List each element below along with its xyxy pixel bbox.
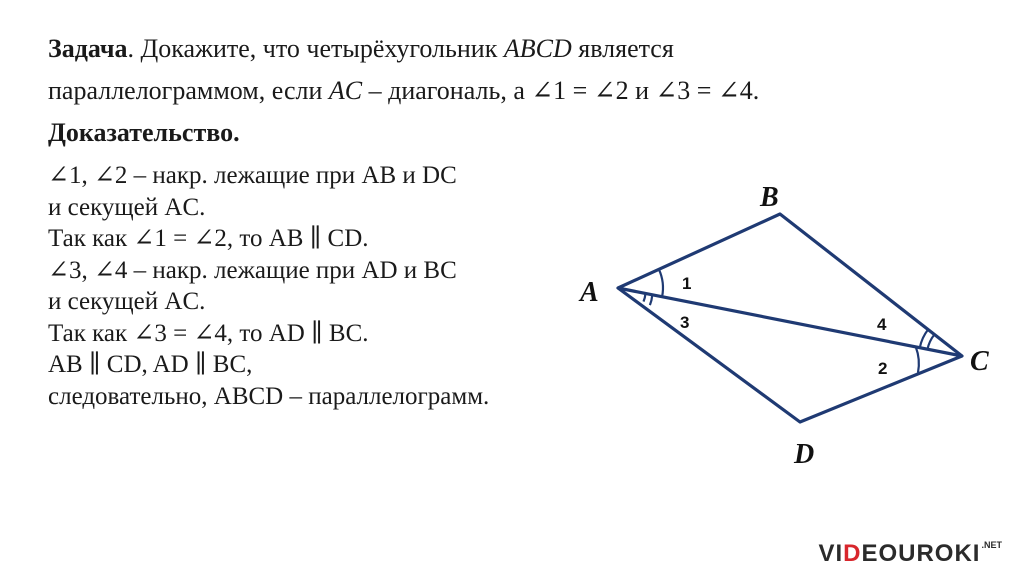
point-label-a: A: [580, 277, 599, 308]
angle-arc-1: [659, 269, 663, 296]
logo-text-accent: D: [843, 540, 862, 567]
problem-text-4: – диагональ, а ∠1 = ∠2 и ∠3 = ∠4.: [362, 76, 760, 105]
angle-label-4: 4: [877, 315, 887, 334]
diagonal-ac: [618, 288, 962, 356]
problem-text-2: является: [571, 34, 674, 63]
point-label-b: B: [760, 182, 779, 213]
parallelogram-outline: [618, 214, 962, 422]
angle-arc-3-outer: [650, 295, 652, 305]
problem-quad: ABCD: [503, 34, 572, 63]
angle-label-2: 2: [878, 359, 888, 378]
logo-tld: .NET: [981, 540, 1002, 550]
proof-line: и секущей AC.: [48, 193, 206, 221]
parallelogram-figure: [560, 160, 1020, 480]
proof-line: Так как ∠3 = ∠4, то AD ∥ BC.: [48, 319, 369, 347]
proof-line: и секущей AC.: [48, 288, 206, 315]
angle-arc-4-outer: [920, 330, 928, 348]
point-label-c: C: [970, 346, 989, 377]
proof-heading: Доказательство.: [48, 118, 240, 147]
problem-statement: [48, 28, 988, 112]
logo-text-2: EOUROKI: [861, 540, 981, 567]
angle-arc-2: [916, 347, 919, 373]
angle-arc-4-inner: [928, 335, 935, 350]
videouroki-logo: [818, 540, 1002, 568]
proof-line: ∠1, ∠2 – накр. лежащие при AB и DC: [48, 162, 457, 189]
angle-label-3: 3: [680, 313, 690, 332]
point-label-d: D: [794, 439, 815, 470]
proof-body: [48, 160, 608, 412]
problem-diagonal: AC: [328, 76, 363, 105]
proof-line: следовательно, ABCD – параллелограмм.: [48, 382, 490, 410]
problem-text-1: . Докажите, что четырёхугольник: [127, 34, 504, 63]
problem-text-3: параллелограммом, если: [48, 76, 329, 105]
proof-line: Так как ∠1 = ∠2, то AB ∥ CD.: [48, 225, 369, 252]
problem-label: Задача: [48, 34, 128, 63]
proof-line: AB ∥ CD, AD ∥ BC,: [48, 351, 253, 378]
parallelogram-diagram: [560, 160, 1020, 480]
logo-text-1: VI: [818, 540, 844, 567]
angle-label-1: 1: [682, 274, 692, 293]
proof-line: ∠3, ∠4 – накр. лежащие при AD и BC: [48, 256, 457, 284]
